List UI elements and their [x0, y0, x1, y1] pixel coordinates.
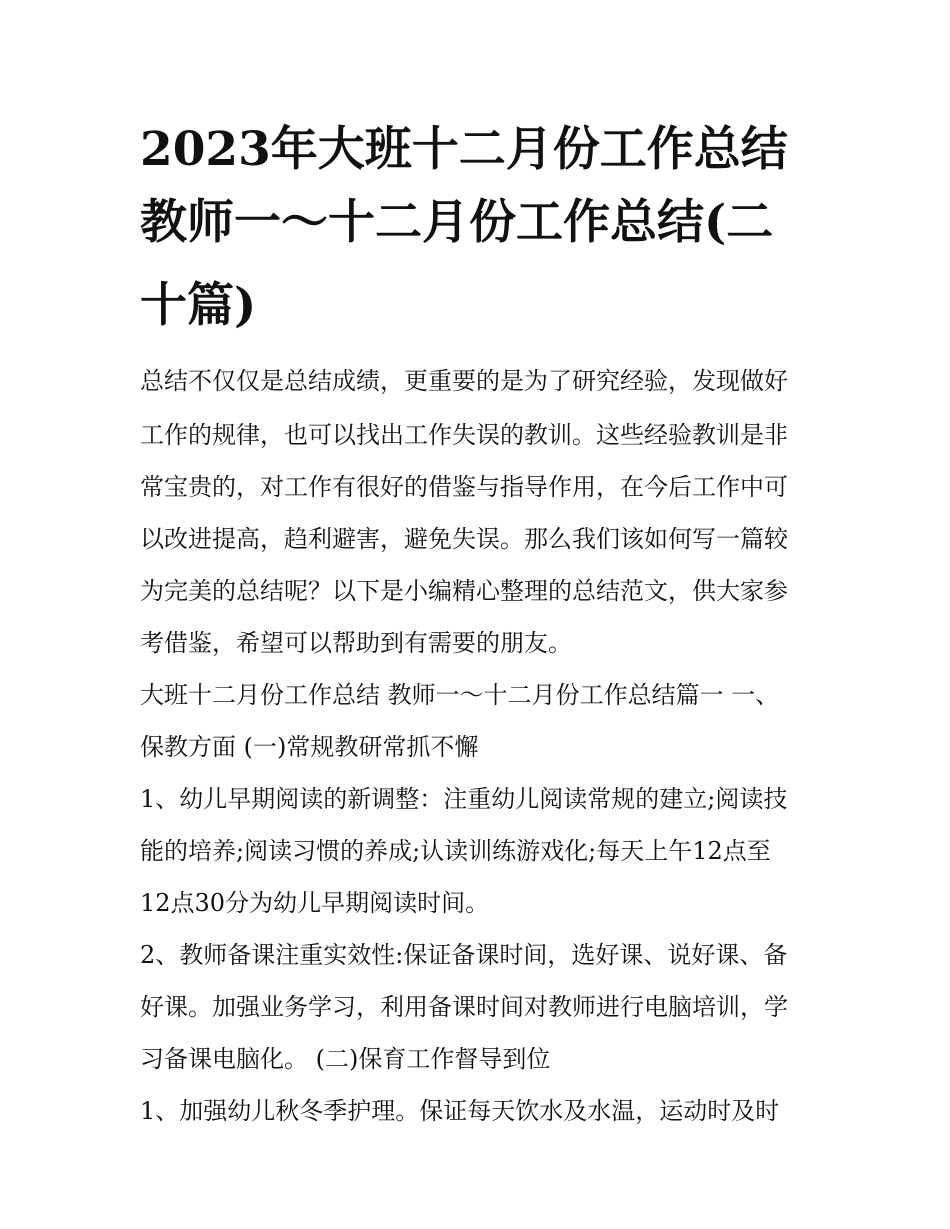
body-line: 1、加强幼儿秋冬季护理。保证每天饮水及水温，运动时及时	[140, 1097, 780, 1125]
body-line: 考借鉴，希望可以帮助到有需要的朋友。	[140, 629, 572, 657]
body-line: 为完美的总结呢？以下是小编精心整理的总结范文，供大家参	[140, 577, 788, 605]
body-line: 能的培养;阅读习惯的养成;认读训练游戏化;每天上午12点至	[140, 837, 771, 865]
body-line: 习备课电脑化。 (二)保育工作督导到位	[140, 1045, 551, 1073]
document-title-line-1: 2023年大班十二月份工作总结	[140, 122, 788, 177]
section-heading-line: 保教方面 (一)常规教研常抓不懈	[140, 733, 479, 761]
body-line: 1、幼儿早期阅读的新调整：注重幼儿阅读常规的建立;阅读技	[140, 785, 788, 813]
body-line: 以改进提高，趋利避害，避免失误。那么我们该如何写一篇较	[140, 525, 788, 553]
body-line: 工作的规律，也可以找出工作失误的教训。这些经验教训是非	[140, 421, 788, 449]
body-line: 好课。加强业务学习，利用备课时间对教师进行电脑培训，学	[140, 993, 788, 1021]
document-title-line-2: 教师一～十二月份工作总结(二	[140, 195, 774, 250]
section-heading-line: 大班十二月份工作总结 教师一～十二月份工作总结篇一 一、	[140, 681, 780, 709]
body-line: 2、教师备课注重实效性:保证备课时间，选好课、说好课、备	[140, 941, 788, 969]
body-line: 总结不仅仅是总结成绩，更重要的是为了研究经验，发现做好	[140, 367, 788, 395]
document-title-line-3: 十篇)	[140, 278, 257, 333]
body-line: 12点30分为幼儿早期阅读时间。	[140, 889, 490, 917]
body-line: 常宝贵的，对工作有很好的借鉴与指导作用，在今后工作中可	[140, 473, 788, 501]
